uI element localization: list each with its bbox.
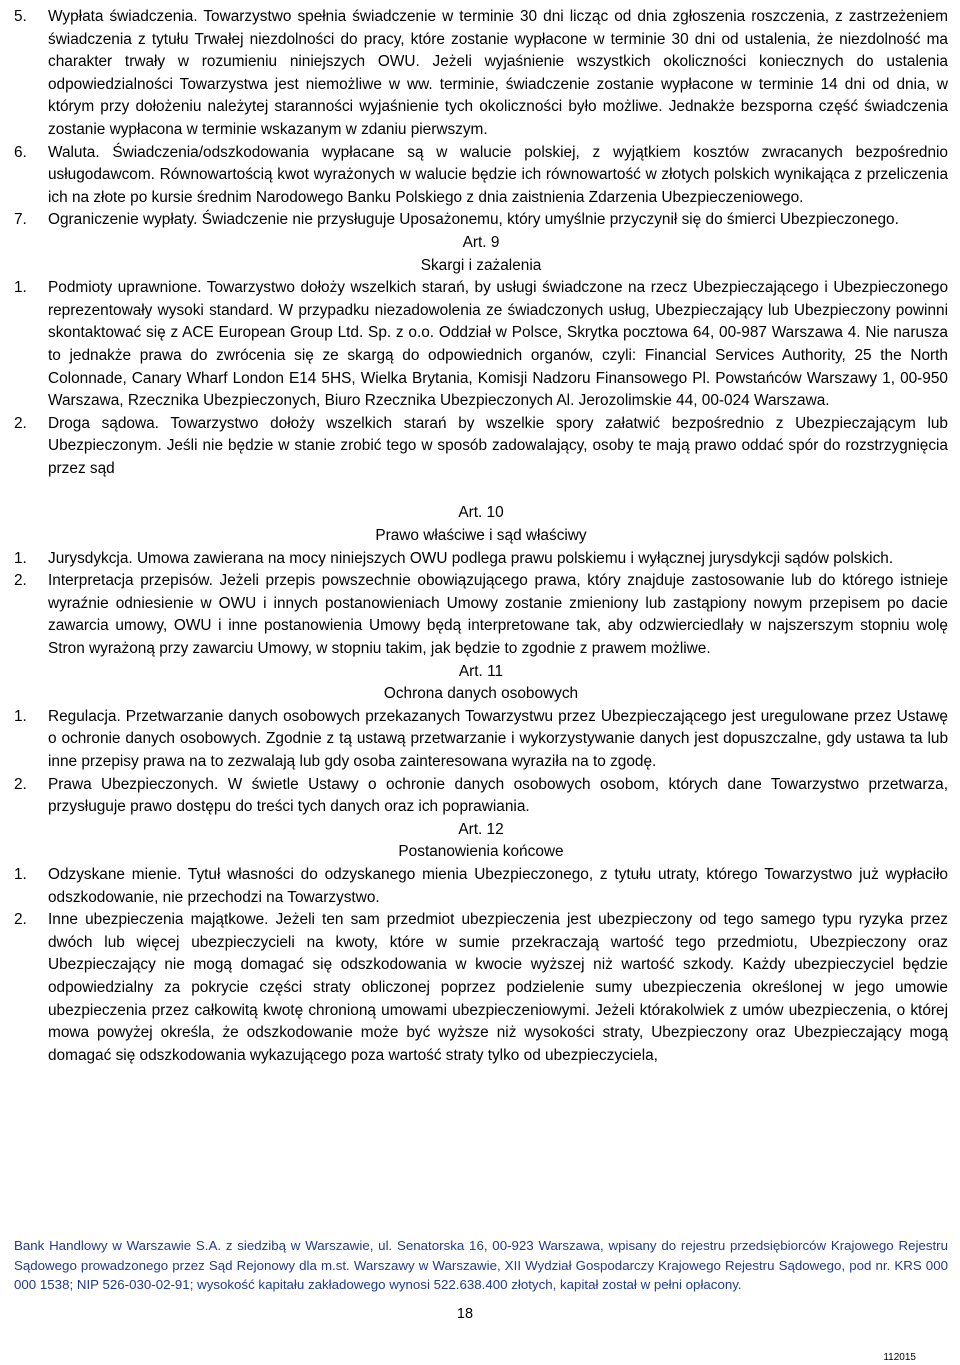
article-12-item <box>14 864 948 909</box>
bank-footer-note: Bank Handlowy w Warszawie S.A. z siedzibą w Warszawie, ul. Senatorska 16, 00-923 Warszawa, wpisany do rejestru przedsiębiorców Krajowego Rejestru Sądowego prowadzonego przez Sąd Rejonowy dla m.st. Warszawy w Warszawie, XII Wydział Gospodarczy Krajowego Rejestru Sądowego, pod nr. KRS 000 000 1538; NIP 526-030-02-91; wysokość kapitału zakładowego wynosi 522.638.400 złotych, kapitał został w pełni opłacony. <box>14 1238 948 1293</box>
paragraph-ograniczenie-wyplaty <box>14 209 948 232</box>
paragraph-text: Podmioty uprawnione. Towarzystwo dołoży wszelkich starań, by usługi świadczone na rzecz Ubezpieczającego i Ubezpieczonego reprezentowały wysoki standard. W przypadku niezadowolenia ze świadczonych usług, Ubezpieczający lub Ubezpieczony powinni skontaktować się z ACE European Group Ltd. Sp. z o.o. Oddział w Polsce, Skrytka pocztowa 64, 00-987 Warszawa 4. Nie narusza to jednakże prawa do zwrócenia się ze skargą do odpowiednich organów, czyli: Financial Services Authority, 25 the North Colonnade, Canary Wharf London E14 5HS, Wielka Brytania, Komisji Nadzoru Finansowego Pl. Powstańców Warszawy 1, 00-950 Warszawa, Rzecznika Ubezpieczonych, Biuro Rzecznika Ubezpieczonych Al. Jerozolimskie 44, 00-024 Warszawa. <box>48 279 948 410</box>
list-number: 6. <box>14 143 27 161</box>
list-number: 7. <box>14 211 27 229</box>
paragraph-text: Interpretacja przepisów. Jeżeli przepis powszechnie obowiązującego prawa, który znajduje zastosowanie lub do którego istnieje wyraźnie odniesienie w OWU i innych postanowieniach Umowy zostanie zmieniony lub zastąpiony nowym przepisem po dacie zawarcia umowy, OWU i inne postanowienia Umowy będą interpretowane tak, aby odzwierciedlały w najszerszym stopniu wolę Stron wyrażoną przy zawarciu Umowy, w stopniu takim, jak będzie to zgodnie z prawem możliwe. <box>48 572 948 658</box>
article-10-subtitle: Prawo właściwe i sąd właściwy <box>375 527 587 545</box>
list-number: 2. <box>14 572 27 590</box>
list-number: 2. <box>14 414 27 432</box>
list-number: 1. <box>14 279 27 297</box>
list-number: 2. <box>14 911 27 929</box>
article-11-item <box>14 706 948 774</box>
paragraph-text: Jurysdykcja. Umowa zawierana na mocy niniejszych OWU podlega prawu polskiemu i wyłącznej jurysdykcji sądów polskich. <box>48 549 894 567</box>
document-code: 112015 <box>883 1352 916 1363</box>
article-12-subtitle: Postanowienia końcowe <box>398 843 564 861</box>
paragraph-text: Regulacja. Przetwarzanie danych osobowych przekazanych Towarzystwu przez Ubezpieczającego jest uregulowane przez Ustawę o ochronie danych osobowych. Zgodnie z tą ustawą przetwarzanie i wykorzystywanie danych jest dopuszczalne, gdy ustawa ta lub inne przepisy prawa na to zezwalają lub gdy osoba zainteresowana wyraziła na to zgodę. <box>48 707 948 770</box>
spacer <box>14 480 948 502</box>
paragraph-text: Odzyskane mienie. Tytuł własności do odzyskanego mienia Ubezpieczonego, z tytułu utraty, którego Towarzystwo już wypłaciło odszkodowanie, nie przechodzi na Towarzystwo. <box>48 865 948 906</box>
list-number: 1. <box>14 549 27 567</box>
list-number: 1. <box>14 865 27 883</box>
paragraph-text: Ograniczenie wypłaty. Świadczenie nie przysługuje Uposażonemu, który umyślnie przyczynił się do śmierci Ubezpieczonego. <box>48 211 899 229</box>
article-11-item <box>14 774 948 819</box>
list-number: 5. <box>14 8 27 25</box>
paragraph-waluta <box>14 142 948 210</box>
article-10-title: Art. 10 <box>458 504 504 522</box>
article-9-subtitle: Skargi i zażalenia <box>420 256 542 274</box>
article-12-item <box>14 909 948 1067</box>
article-12-title: Art. 12 <box>458 820 504 838</box>
paragraph-text: Waluta. Świadczenia/odszkodowania wypłacane są w walucie polskiej, z wyjątkiem kosztów zwracanych bezpośrednio usługodawcom. Równowartością kwot wyrażonych w walucie będzie ich równowartość w złotych polskich wynikająca z przeliczenia ich na złote po kursie średnim Narodowego Banku Polskiego z dnia zaistnienia Zdarzenia Ubezpieczeniowego. <box>48 143 948 206</box>
paragraph-wyplata-swiadczenia <box>14 6 948 142</box>
article-9-item <box>14 413 948 481</box>
article-10-item <box>14 570 948 660</box>
article-9-item <box>14 277 948 413</box>
article-10-item <box>14 548 948 571</box>
paragraph-text: Droga sądowa. Towarzystwo dołoży wszelkich starań by wszelkie spory załatwić bezpośrednio z Ubezpieczającym lub Ubezpieczonym. Jeśli nie będzie w stanie zrobić tego w sposób zadowalający, osoby te mają prawo oddać spór do rozstrzygnięcia przez sąd <box>48 414 948 477</box>
list-number: 1. <box>14 707 27 725</box>
article-11-subtitle: Ochrona danych osobowych <box>383 685 579 703</box>
list-number: 2. <box>14 775 27 793</box>
article-11-title: Art. 11 <box>458 662 504 680</box>
article-9-title: Art. 9 <box>462 233 500 251</box>
paragraph-text: Inne ubezpieczenia majątkowe. Jeżeli ten sam przedmiot ubezpieczenia jest ubezpieczony od tego samego typu ryzyka przez dwóch lub więcej ubezpieczycieli na kwoty, które w sumie przekraczają wartość tego przedmiotu, Ubezpieczony oraz Ubezpieczający nie mogą domagać się odszkodowania w kwocie wyższej niż wartość szkody. Każdy ubezpieczyciel będzie odpowiedzialny za pokrycie części straty obliczonej poprzez podzielenie sumy ubezpieczenia określonej w jego umowie ubezpieczenia przez całkowitą kwotę chronioną umowami ubezpieczeniowymi. Jeżeli którakolwiek z umów ubezpieczenia, o której mowa powyżej określa, że odszkodowanie może być wyższe niż wysokości straty, Ubezpieczony oraz Ubezpieczający mogą domagać się odszkodowania wykazującego poza wartość straty tylko od ubezpieczyciela, <box>48 911 948 1064</box>
document-body <box>14 6 948 1067</box>
page-number: 18 <box>456 1306 474 1322</box>
paragraph-text: Wypłata świadczenia. Towarzystwo spełnia świadczenie w terminie 30 dni licząc od dnia zgłoszenia roszczenia, z zastrzeżeniem świadczenia z tytułu Trwałej niezdolności do pracy, które zostanie wypłacone w terminie 30 dni od ustalenia, że niezdolność ma charakter trwały w rozumieniu niniejszych OWU. Jeżeli wyjaśnienie wszystkich okoliczności koniecznych do ustalenia odpowiedzialności Towarzystwa jest niemożliwe w ww. terminie, świadczenie zostanie wypłacone w terminie 14 dni od dnia, w którym przy dołożeniu należytej staranności wyjaśnienie tych okoliczności było możliwe. Jednakże bezsporna część świadczenia zostanie wypłacona w terminie wskazanym w zdaniu pierwszym. <box>48 8 948 138</box>
paragraph-text: Prawa Ubezpieczonych. W świetle Ustawy o ochronie danych osobowych osobom, których dane Towarzystwo przetwarza, przysługuje prawo dostępu do treści tych danych oraz ich poprawiania. <box>48 775 948 816</box>
